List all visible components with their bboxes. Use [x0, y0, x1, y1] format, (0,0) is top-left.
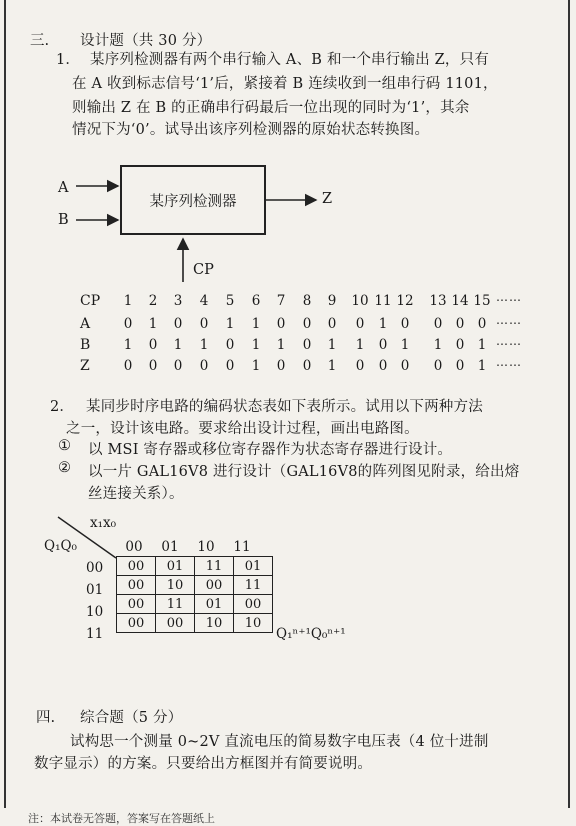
seq-b-value: 1 — [477, 337, 487, 353]
seq-a-value: 1 — [148, 316, 158, 332]
seq-z-ellipsis: …… — [496, 355, 522, 369]
seq-cp-value: 11 — [374, 293, 392, 309]
seq-z-value: 0 — [400, 358, 410, 374]
kmap-next-state-label: Q₁ⁿ⁺¹Q₀ⁿ⁺¹ — [276, 626, 346, 642]
seq-b-value: 1 — [199, 337, 209, 353]
s4-line-2: 数字显示）的方案。只要给出方框图并有简要说明。 — [34, 756, 373, 772]
kmap-cell: 11 — [234, 576, 273, 595]
seq-b-value: 1 — [355, 337, 365, 353]
seq-cp-value: 7 — [276, 293, 286, 309]
seq-a-ellipsis: …… — [496, 313, 522, 327]
kmap-cell: 00 — [117, 576, 156, 595]
seq-b-value: 1 — [251, 337, 261, 353]
kmap-cell: 10 — [156, 576, 195, 595]
seq-a-value: 0 — [173, 316, 183, 332]
section-4-title: 综合题（5 分） — [80, 710, 183, 726]
seq-b-value: 0 — [455, 337, 465, 353]
section-3-title: 设计题（共 30 分） — [80, 33, 212, 49]
seq-z-label: Z — [80, 358, 90, 374]
seq-b-value: 0 — [302, 337, 312, 353]
input-b-label: B — [58, 212, 69, 228]
kmap-cell: 11 — [195, 557, 234, 576]
q2-option-2-cont: 丝连接关系）。 — [88, 486, 184, 502]
kmap-cell: 00 — [156, 614, 195, 633]
q2-line-2: 之一，设计该电路。要求给出设计过程，画出电路图。 — [66, 421, 419, 437]
kmap-row-variable: Q₁Q₀ — [44, 538, 77, 554]
kmap-col-header: 10 — [197, 539, 215, 555]
seq-z-value: 0 — [173, 358, 183, 374]
seq-z-value: 0 — [302, 358, 312, 374]
q2-line-1: 某同步时序电路的编码状态表如下表所示。试用以下两种方法 — [86, 399, 483, 415]
q1-line-4: 情况下为‘0’。试导出该序列检测器的原始状态转换图。 — [72, 122, 430, 138]
seq-a-value: 0 — [455, 316, 465, 332]
kmap-row-header: 11 — [86, 626, 104, 642]
kmap-cell: 00 — [117, 595, 156, 614]
seq-b-label: B — [80, 337, 91, 353]
seq-a-label: A — [80, 316, 91, 332]
kmap-cell: 10 — [234, 614, 273, 633]
seq-z-value: 1 — [327, 358, 337, 374]
seq-z-value: 0 — [378, 358, 388, 374]
kmap-col-header: 01 — [161, 539, 179, 555]
q2-option-2-mark: ② — [58, 460, 72, 476]
q1-line-1: 某序列检测器有两个串行输入 A、B 和一个串行输出 Z，只有 — [90, 52, 490, 68]
seq-b-value: 0 — [225, 337, 235, 353]
kmap-row-header: 01 — [86, 582, 104, 598]
clock-cp-label: CP — [193, 262, 214, 278]
kmap-col-header: 11 — [233, 539, 251, 555]
sequence-detector-label: 某序列检测器 — [149, 193, 237, 210]
seq-a-value: 0 — [355, 316, 365, 332]
seq-cp-value: 2 — [148, 293, 158, 309]
seq-b-value: 1 — [400, 337, 410, 353]
seq-cp-value: 9 — [327, 293, 337, 309]
s4-line-1: 试构思一个测量 0~2V 直流电压的简易数字电压表（4 位十进制 — [70, 734, 489, 750]
seq-cp-value: 15 — [473, 293, 491, 309]
seq-b-value: 1 — [173, 337, 183, 353]
kmap-cell: 01 — [195, 595, 234, 614]
seq-b-value: 0 — [148, 337, 158, 353]
seq-a-value: 1 — [378, 316, 388, 332]
kmap-cell: 00 — [117, 614, 156, 633]
kmap-cell: 10 — [195, 614, 234, 633]
kmap-table — [116, 556, 273, 633]
seq-a-value: 0 — [123, 316, 133, 332]
kmap-row — [117, 595, 273, 614]
kmap-cell: 00 — [195, 576, 234, 595]
seq-cp-value: 4 — [199, 293, 209, 309]
seq-b-value: 1 — [276, 337, 286, 353]
kmap-cell: 01 — [156, 557, 195, 576]
kmap-cell: 00 — [117, 557, 156, 576]
input-a-label: A — [58, 180, 69, 196]
seq-z-value: 0 — [455, 358, 465, 374]
seq-b-value: 1 — [327, 337, 337, 353]
seq-b-value: 0 — [378, 337, 388, 353]
seq-cp-value: 13 — [429, 293, 447, 309]
section-3-number: 三. — [30, 33, 50, 49]
q2-option-1-mark: ① — [58, 438, 72, 454]
seq-z-value: 0 — [355, 358, 365, 374]
kmap-cell: 11 — [156, 595, 195, 614]
seq-z-value: 0 — [199, 358, 209, 374]
seq-cp-value: 10 — [351, 293, 369, 309]
kmap-row — [117, 557, 273, 576]
seq-cp-value: 6 — [251, 293, 261, 309]
seq-a-value: 0 — [199, 316, 209, 332]
seq-b-value: 1 — [123, 337, 133, 353]
seq-cp-value: 14 — [451, 293, 469, 309]
kmap-row — [117, 576, 273, 595]
seq-cp-value: 5 — [225, 293, 235, 309]
seq-cp-value: 1 — [123, 293, 133, 309]
kmap-cell: 01 — [234, 557, 273, 576]
q2-option-1-text: 以 MSI 寄存器或移位寄存器作为状态寄存器进行设计。 — [88, 442, 453, 458]
q2-option-2-text: 以一片 GAL16V8 进行设计（GAL16V8的阵列图见附录，给出熔 — [88, 464, 520, 480]
page-footer: 注：本试卷无答题，答案写在答题纸上 — [28, 812, 215, 825]
section-4-number: 四. — [36, 710, 56, 726]
q1-line-2: 在 A 收到标志信号‘1’后，紧接着 B 连续收到一组串行码 1101， — [72, 76, 498, 92]
seq-cp-value: 8 — [302, 293, 312, 309]
output-z-label: Z — [322, 191, 333, 207]
seq-a-value: 0 — [302, 316, 312, 332]
seq-z-value: 1 — [251, 358, 261, 374]
seq-cp-ellipsis: …… — [496, 290, 522, 304]
q2-number: 2． — [50, 399, 75, 415]
seq-a-value: 0 — [433, 316, 443, 332]
seq-a-value: 0 — [276, 316, 286, 332]
kmap-row — [117, 614, 273, 633]
seq-a-value: 1 — [251, 316, 261, 332]
seq-z-value: 0 — [123, 358, 133, 374]
seq-cp-value: 12 — [396, 293, 414, 309]
seq-a-value: 0 — [400, 316, 410, 332]
kmap-col-header: 00 — [125, 539, 143, 555]
seq-b-ellipsis: …… — [496, 334, 522, 348]
seq-a-value: 0 — [327, 316, 337, 332]
kmap-cell: 00 — [234, 595, 273, 614]
seq-z-value: 0 — [433, 358, 443, 374]
kmap-row-header: 00 — [86, 560, 104, 576]
seq-cp-value: 3 — [173, 293, 183, 309]
seq-a-value: 1 — [225, 316, 235, 332]
seq-b-value: 1 — [433, 337, 443, 353]
seq-z-value: 1 — [477, 358, 487, 374]
kmap-col-variable: x₁x₀ — [90, 515, 117, 531]
kmap-row-header: 10 — [86, 604, 104, 620]
seq-z-value: 0 — [276, 358, 286, 374]
seq-z-value: 0 — [148, 358, 158, 374]
seq-a-value: 0 — [477, 316, 487, 332]
seq-z-value: 0 — [225, 358, 235, 374]
q1-line-3: 则输出 Z 在 B 的正确串行码最后一位出现的同时为‘1’，其余 — [72, 100, 470, 116]
q1-number: 1． — [56, 52, 81, 68]
seq-cp-label: CP — [80, 293, 101, 309]
sequence-detector-box — [120, 165, 266, 235]
